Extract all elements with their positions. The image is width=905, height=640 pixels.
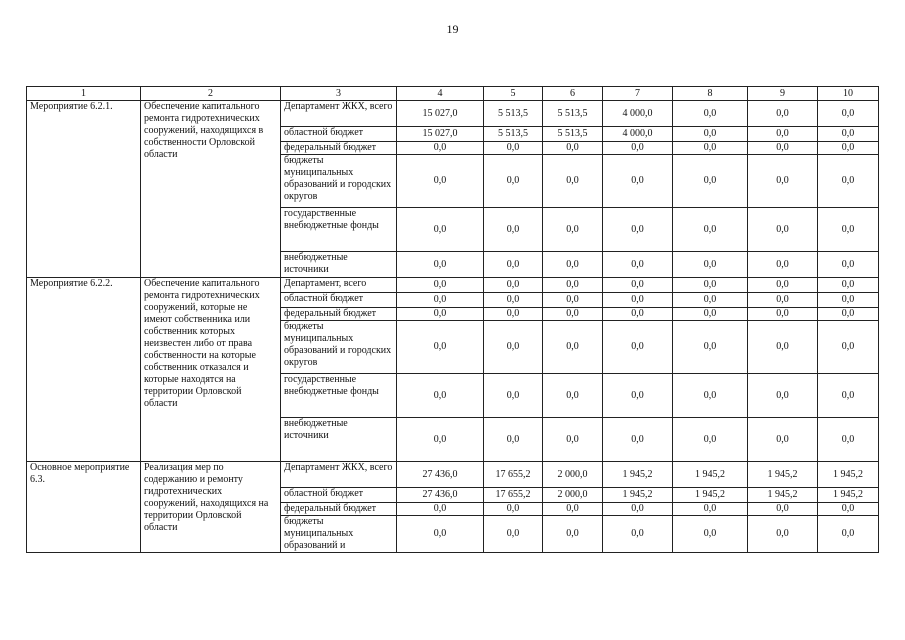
amount-cell: 0,0 — [484, 418, 543, 462]
amount-cell: 0,0 — [818, 418, 879, 462]
amount-cell: 17 655,2 — [484, 462, 543, 488]
funding-source: федеральный бюджет — [281, 503, 397, 516]
amount-cell: 1 945,2 — [818, 462, 879, 488]
funding-source: областной бюджет — [281, 488, 397, 503]
amount-cell: 1 945,2 — [603, 462, 673, 488]
amount-cell: 0,0 — [484, 278, 543, 293]
amount-cell: 0,0 — [673, 278, 748, 293]
amount-cell: 0,0 — [603, 252, 673, 278]
amount-cell: 0,0 — [818, 142, 879, 155]
amount-cell: 1 945,2 — [748, 462, 818, 488]
amount-cell: 2 000,0 — [543, 462, 603, 488]
funding-source: федеральный бюджет — [281, 142, 397, 155]
amount-cell: 0,0 — [543, 293, 603, 308]
amount-cell: 0,0 — [673, 101, 748, 127]
amount-cell: 0,0 — [818, 516, 879, 553]
amount-cell: 0,0 — [484, 155, 543, 208]
funding-source: бюджеты муниципальных образований и городских округов — [281, 155, 397, 208]
funding-source: бюджеты муниципальных образований и городских округов — [281, 321, 397, 374]
page-number: 19 — [446, 22, 459, 36]
amount-cell: 0,0 — [397, 516, 484, 553]
funding-source: Департамент ЖКХ, всего — [281, 462, 397, 488]
amount-cell: 0,0 — [484, 252, 543, 278]
amount-cell: 0,0 — [543, 155, 603, 208]
amount-cell: 0,0 — [818, 321, 879, 374]
amount-cell: 0,0 — [397, 142, 484, 155]
amount-cell: 0,0 — [818, 278, 879, 293]
column-number: 8 — [673, 87, 748, 101]
amount-cell: 0,0 — [673, 503, 748, 516]
amount-cell: 0,0 — [603, 374, 673, 418]
amount-cell: 0,0 — [673, 293, 748, 308]
amount-cell: 27 436,0 — [397, 488, 484, 503]
amount-cell: 0,0 — [748, 321, 818, 374]
amount-cell: 0,0 — [484, 293, 543, 308]
amount-cell: 0,0 — [673, 252, 748, 278]
table-row — [27, 462, 879, 488]
amount-cell: 0,0 — [818, 293, 879, 308]
amount-cell: 0,0 — [543, 321, 603, 374]
amount-cell: 0,0 — [818, 155, 879, 208]
amount-cell: 0,0 — [543, 308, 603, 321]
amount-cell: 0,0 — [673, 155, 748, 208]
amount-cell: 0,0 — [818, 127, 879, 142]
amount-cell: 0,0 — [484, 516, 543, 553]
amount-cell: 0,0 — [603, 516, 673, 553]
amount-cell: 0,0 — [543, 503, 603, 516]
amount-cell: 0,0 — [818, 374, 879, 418]
amount-cell: 0,0 — [397, 155, 484, 208]
amount-cell: 0,0 — [748, 503, 818, 516]
amount-cell: 0,0 — [818, 208, 879, 252]
amount-cell: 0,0 — [543, 278, 603, 293]
amount-cell: 0,0 — [748, 127, 818, 142]
amount-cell: 0,0 — [673, 418, 748, 462]
amount-cell: 0,0 — [484, 321, 543, 374]
amount-cell: 1 945,2 — [603, 488, 673, 503]
event-code: Основное мероприятие 6.3. — [27, 462, 141, 553]
amount-cell: 0,0 — [748, 308, 818, 321]
column-number: 7 — [603, 87, 673, 101]
amount-cell: 0,0 — [603, 321, 673, 374]
amount-cell: 0,0 — [484, 374, 543, 418]
amount-cell: 5 513,5 — [543, 101, 603, 127]
amount-cell: 0,0 — [748, 516, 818, 553]
amount-cell: 0,0 — [603, 418, 673, 462]
amount-cell: 0,0 — [818, 252, 879, 278]
amount-cell: 0,0 — [397, 321, 484, 374]
amount-cell: 15 027,0 — [397, 101, 484, 127]
amount-cell: 0,0 — [673, 374, 748, 418]
amount-cell: 0,0 — [818, 308, 879, 321]
amount-cell: 0,0 — [543, 516, 603, 553]
table-body — [27, 101, 879, 553]
column-number: 9 — [748, 87, 818, 101]
amount-cell: 0,0 — [543, 374, 603, 418]
amount-cell: 0,0 — [603, 142, 673, 155]
amount-cell: 0,0 — [673, 308, 748, 321]
funding-source: федеральный бюджет — [281, 308, 397, 321]
table-row — [27, 278, 879, 293]
amount-cell: 1 945,2 — [673, 462, 748, 488]
amount-cell: 0,0 — [818, 101, 879, 127]
amount-cell: 0,0 — [748, 293, 818, 308]
amount-cell: 0,0 — [397, 308, 484, 321]
budget-table — [26, 86, 879, 553]
amount-cell: 0,0 — [543, 208, 603, 252]
amount-cell: 0,0 — [603, 208, 673, 252]
amount-cell: 0,0 — [673, 321, 748, 374]
column-number: 2 — [141, 87, 281, 101]
amount-cell: 4 000,0 — [603, 101, 673, 127]
amount-cell: 0,0 — [748, 142, 818, 155]
funding-source: областной бюджет — [281, 293, 397, 308]
funding-source: Департамент ЖКХ, всего — [281, 101, 397, 127]
amount-cell: 0,0 — [818, 503, 879, 516]
event-code: Мероприятие 6.2.2. — [27, 278, 141, 462]
amount-cell: 0,0 — [543, 418, 603, 462]
amount-cell: 0,0 — [603, 503, 673, 516]
amount-cell: 0,0 — [484, 503, 543, 516]
amount-cell: 27 436,0 — [397, 462, 484, 488]
column-number: 10 — [818, 87, 879, 101]
amount-cell: 0,0 — [603, 293, 673, 308]
amount-cell: 0,0 — [748, 155, 818, 208]
amount-cell: 0,0 — [673, 516, 748, 553]
amount-cell: 0,0 — [397, 252, 484, 278]
funding-source: бюджеты муниципальных образований и — [281, 516, 397, 553]
amount-cell: 0,0 — [603, 308, 673, 321]
amount-cell: 0,0 — [484, 142, 543, 155]
column-number: 1 — [27, 87, 141, 101]
amount-cell: 2 000,0 — [543, 488, 603, 503]
amount-cell: 0,0 — [603, 278, 673, 293]
amount-cell: 5 513,5 — [484, 101, 543, 127]
amount-cell: 0,0 — [397, 418, 484, 462]
amount-cell: 0,0 — [748, 208, 818, 252]
event-description: Обеспечение капитального ремонта гидротехнических сооружений, находящихся в собственности Орловской области — [141, 101, 281, 278]
amount-cell: 0,0 — [484, 208, 543, 252]
column-number: 3 — [281, 87, 397, 101]
amount-cell: 0,0 — [397, 374, 484, 418]
event-code: Мероприятие 6.2.1. — [27, 101, 141, 278]
amount-cell: 0,0 — [543, 252, 603, 278]
table-row — [27, 101, 879, 127]
funding-source: областной бюджет — [281, 127, 397, 142]
column-number: 5 — [484, 87, 543, 101]
funding-source: государственные внебюджетные фонды — [281, 374, 397, 418]
amount-cell: 0,0 — [397, 293, 484, 308]
amount-cell: 5 513,5 — [484, 127, 543, 142]
amount-cell: 0,0 — [673, 142, 748, 155]
amount-cell: 0,0 — [748, 418, 818, 462]
amount-cell: 0,0 — [748, 374, 818, 418]
amount-cell: 0,0 — [397, 278, 484, 293]
amount-cell: 1 945,2 — [673, 488, 748, 503]
funding-source: государственные внебюджетные фонды — [281, 208, 397, 252]
amount-cell: 0,0 — [748, 252, 818, 278]
amount-cell: 1 945,2 — [818, 488, 879, 503]
amount-cell: 5 513,5 — [543, 127, 603, 142]
amount-cell: 4 000,0 — [603, 127, 673, 142]
amount-cell: 0,0 — [397, 503, 484, 516]
amount-cell: 0,0 — [484, 308, 543, 321]
event-description: Обеспечение капитального ремонта гидротехнических сооружений, которые не имеют собственника или собственник которых неизвестен либо от права собственности на которые собственник отказался и которые находятся на территории Орловской области — [141, 278, 281, 462]
funding-source: внебюджетные источники — [281, 252, 397, 278]
amount-cell: 1 945,2 — [748, 488, 818, 503]
column-number-row — [27, 87, 879, 101]
funding-source: внебюджетные источники — [281, 418, 397, 462]
amount-cell: 0,0 — [603, 155, 673, 208]
amount-cell: 0,0 — [543, 142, 603, 155]
column-number: 6 — [543, 87, 603, 101]
amount-cell: 15 027,0 — [397, 127, 484, 142]
funding-source: Департамент, всего — [281, 278, 397, 293]
event-description: Реализация мер по содержанию и ремонту гидротехнических сооружений, находящихся на территории Орловской области — [141, 462, 281, 553]
amount-cell: 0,0 — [397, 208, 484, 252]
amount-cell: 0,0 — [748, 101, 818, 127]
column-number: 4 — [397, 87, 484, 101]
amount-cell: 0,0 — [748, 278, 818, 293]
amount-cell: 0,0 — [673, 208, 748, 252]
amount-cell: 0,0 — [673, 127, 748, 142]
amount-cell: 17 655,2 — [484, 488, 543, 503]
